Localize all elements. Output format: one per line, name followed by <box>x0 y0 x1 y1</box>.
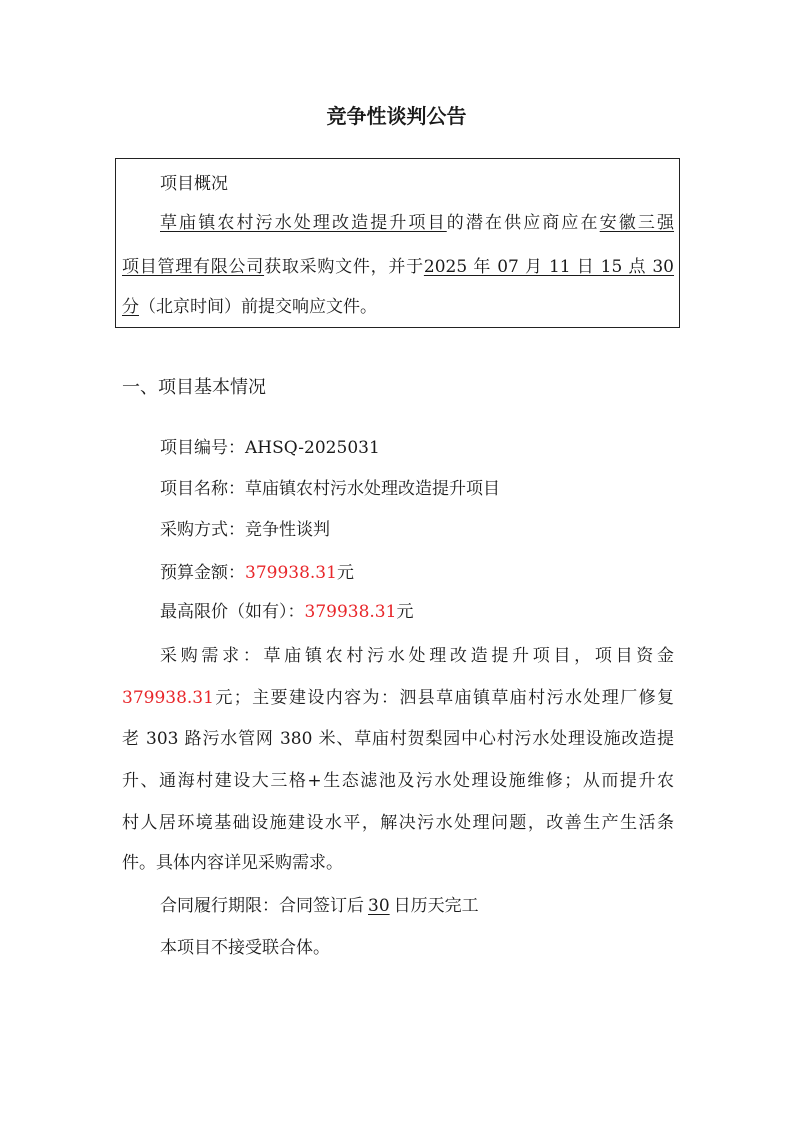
requirement-line-3: 老 303 路污水管网 380 米、草庙村贺梨园中心村污水处理设施改造提 <box>122 729 674 749</box>
overview-heading: 项目概况 <box>160 174 228 194</box>
procurement-method-value: 竞争性谈判 <box>245 520 330 540</box>
max-price-row <box>160 601 413 623</box>
requirement-line-2-text: 元；主要建设内容为：泗县草庙镇草庙村污水处理厂修复 <box>213 688 674 708</box>
requirement-line-6: 件。具体内容详见采购需求。 <box>122 853 343 873</box>
page-title: 竞争性谈判公告 <box>326 104 467 128</box>
overview-text-c: （北京时间）前提交响应文件。 <box>139 297 377 317</box>
agency-name-part1: 安徽三强 <box>599 213 675 233</box>
project-name-value: 草庙镇农村污水处理改造提升项目 <box>245 479 500 499</box>
project-name-label: 项目名称： <box>160 479 245 499</box>
deadline-minute: 分 <box>122 297 139 317</box>
procurement-method-row <box>160 519 330 541</box>
agency-name-part2: 项目管理有限公司 <box>122 257 265 277</box>
requirement-line-4: 升、通海村建设大三格+生态滤池及污水处理设施维修；从而提升农 <box>122 771 674 791</box>
requirement-amount: 379938.31 <box>122 688 214 708</box>
requirement-line-2 <box>122 687 674 709</box>
contract-days: 30 <box>368 896 390 916</box>
max-price-unit: 元 <box>396 602 414 622</box>
requirement-line-5: 村人居环境基础设施建设水平，解决污水处理问题，改善生产生活条 <box>122 813 674 833</box>
procurement-method-label: 采购方式： <box>160 520 245 540</box>
overview-text-b: 获取采购文件，并于 <box>264 257 424 277</box>
consortium-note: 本项目不接受联合体。 <box>160 938 330 958</box>
requirement-line-1: 采购需求：草庙镇农村污水处理改造提升项目，项目资金 <box>160 646 674 666</box>
project-number-value: AHSQ-2025031 <box>245 438 380 458</box>
budget-value: 379938.31 <box>245 563 337 583</box>
max-price-label: 最高限价（如有）： <box>160 602 305 622</box>
overview-line-2 <box>122 256 674 278</box>
overview-line-3 <box>122 296 377 318</box>
project-number-label: 项目编号： <box>160 438 245 458</box>
contract-period-row <box>160 895 479 917</box>
overview-project-name: 草庙镇农村污水处理改造提升项目 <box>160 213 447 233</box>
budget-unit: 元 <box>336 563 354 583</box>
overview-text-a: 的潜在供应商应在 <box>446 213 600 233</box>
deadline-date: 2025 年 07 月 11 日 15 点 30 <box>423 257 675 277</box>
project-name-row <box>160 478 500 500</box>
project-number-row <box>160 437 380 459</box>
budget-label: 预算金额： <box>160 563 245 583</box>
max-price-value: 379938.31 <box>304 602 397 622</box>
contract-period-rest: 日历天完工 <box>393 896 479 916</box>
section-heading: 一、项目基本情况 <box>122 377 266 398</box>
contract-period-label: 合同履行期限：合同签订后 <box>160 896 364 916</box>
overview-line-1 <box>160 212 674 234</box>
budget-row <box>160 562 354 584</box>
